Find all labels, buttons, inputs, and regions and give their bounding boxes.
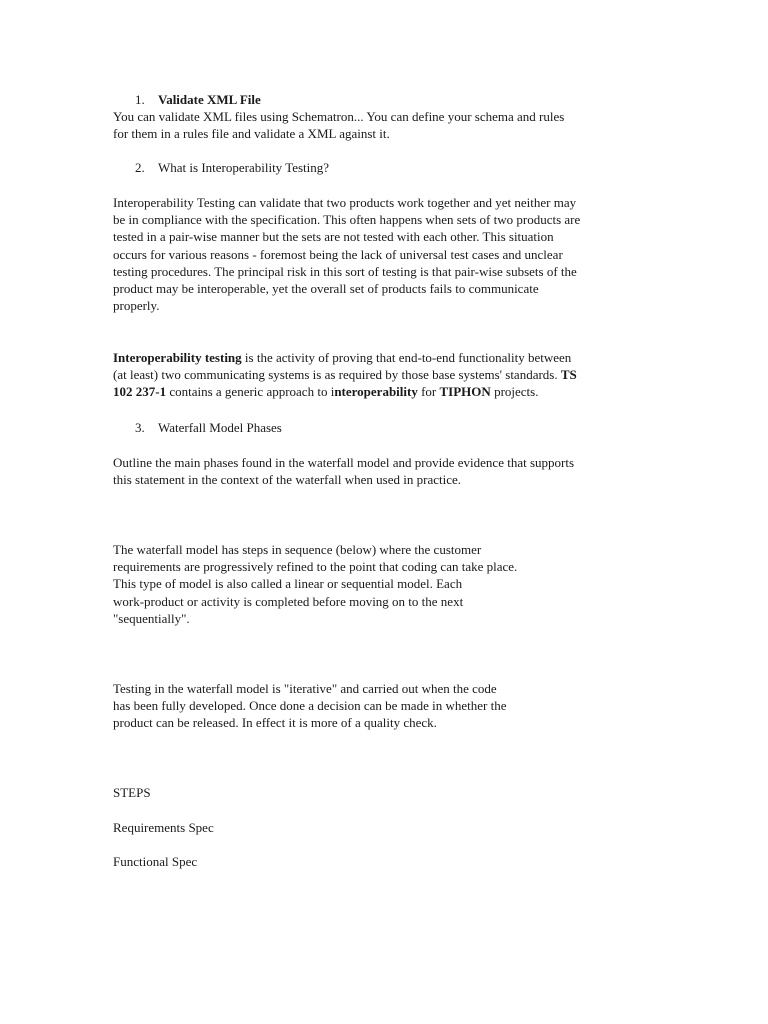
- text-line: tested in a pair-wise manner but the sets are not tested with each other. This situation: [113, 229, 554, 245]
- bold-term: Interoperability testing: [113, 350, 242, 365]
- text-line: You can validate XML files using Schematron... You can define your schema and rules: [113, 109, 565, 124]
- bold-term: TS: [560, 367, 577, 383]
- text-line: be in compliance with the specification. This often happens when sets of two products are: [113, 212, 581, 228]
- section-3-paragraph-2: [113, 680, 658, 732]
- section-number: 3.: [135, 420, 145, 435]
- section-1-body: [113, 108, 658, 142]
- text-fragment: contains a generic approach to i: [166, 384, 335, 400]
- section-title: Waterfall Model Phases: [158, 420, 282, 435]
- text-line: testing procedures. The principal risk in this sort of testing is that pair-wise subsets of the: [113, 263, 577, 279]
- section-title: Validate XML File: [158, 92, 261, 107]
- section-2-paragraph-1: [113, 194, 658, 314]
- text-line: product may be interoperable, yet the overall set of products fails to communicate: [113, 281, 539, 297]
- text-fragment: projects.: [490, 384, 539, 400]
- section-3-heading: [135, 419, 282, 436]
- text-line: [113, 349, 658, 366]
- text-line: Testing in the waterfall model is "iterative" and carried out when the code: [113, 681, 497, 696]
- bold-term: 102 237-1: [113, 384, 167, 400]
- section-number: 1.: [135, 92, 145, 107]
- text-fragment: for: [417, 384, 440, 400]
- text-line: occurs for various reasons - foremost being the lack of universal test cases and unclear: [113, 246, 563, 262]
- bold-term: TIPHON: [439, 384, 491, 400]
- text-line: Outline the main phases found in the waterfall model and provide evidence that supports: [113, 455, 575, 470]
- text-line: The waterfall model has steps in sequence (below) where the customer: [113, 542, 482, 557]
- text-line: [113, 383, 658, 400]
- section-2-paragraph-2: [113, 349, 658, 401]
- section-title: What is Interoperability Testing?: [158, 160, 330, 175]
- text-fragment: (at least) two communicating systems is as required by those base systems' standards.: [113, 367, 561, 383]
- text-line: product can be released. In effect it is more of a quality check.: [113, 715, 437, 731]
- text-line: This type of model is also called a linear or sequential model. Each: [113, 576, 463, 592]
- section-3-question: [113, 454, 658, 488]
- text-fragment: is the activity of proving that end-to-end functionality between: [241, 350, 572, 365]
- steps-heading: STEPS: [113, 785, 151, 800]
- text-line: has been fully developed. Once done a decision can be made in whether the: [113, 698, 507, 714]
- text-line: this statement in the context of the waterfall when used in practice.: [113, 472, 461, 488]
- text-line: for them in a rules file and validate a XML against it.: [113, 126, 390, 142]
- step-item: Requirements Spec: [113, 820, 214, 835]
- text-line: properly.: [113, 298, 160, 314]
- section-3-paragraph-1: [113, 541, 658, 627]
- text-line: requirements are progressively refined to the point that coding can take place.: [113, 559, 518, 575]
- section-1-heading: [135, 91, 261, 108]
- bold-term: nteroperability: [334, 384, 418, 400]
- text-line: work-product or activity is completed before moving on to the next: [113, 593, 464, 609]
- text-line: "sequentially".: [113, 610, 190, 626]
- section-number: 2.: [135, 160, 145, 175]
- text-line: Interoperability Testing can validate that two products work together and yet neither may: [113, 195, 577, 210]
- text-line: [113, 366, 658, 383]
- section-2-heading: [135, 159, 329, 176]
- step-item: Functional Spec: [113, 854, 198, 869]
